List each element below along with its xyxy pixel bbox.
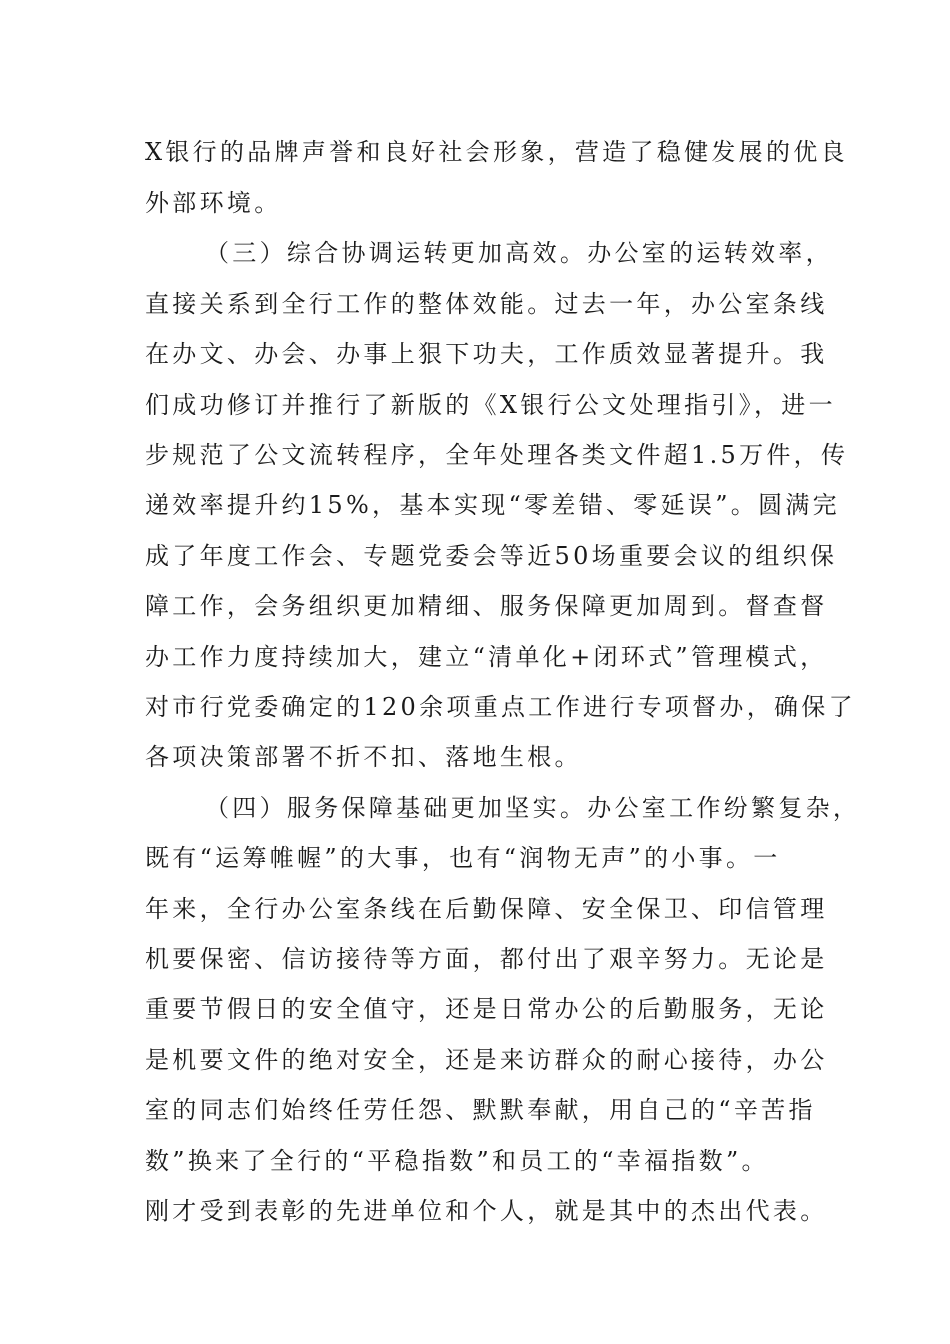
text-line: 是机要文件的绝对安全，还是来访群众的耐心接待，办公 <box>145 1046 828 1074</box>
text-line: 刚才受到表彰的先进单位和个人，就是其中的杰出代表。 <box>145 1197 828 1225</box>
text-line: 既有“运筹帷幄”的大事，也有“润物无声”的小事。一 <box>145 844 781 872</box>
text-line: 外部环境。 <box>145 189 282 217</box>
text-line: 成了年度工作会、专题党委会等近50场重要会议的组织保 <box>145 542 838 570</box>
text-line: 步规范了公文流转程序，全年处理各类文件超1.5万件，传 <box>145 441 849 469</box>
text-line: 直接关系到全行工作的整体效能。过去一年，办公室条线 <box>145 290 828 318</box>
text-line: 机要保密、信访接待等方面，都付出了艰辛努力。无论是 <box>145 945 828 973</box>
text-line: 各项决策部署不折不扣、落地生根。 <box>145 743 582 771</box>
text-line: 递效率提升约15%，基本实现“零差错、零延误”。圆满完 <box>145 491 840 519</box>
text-line: 们成功修订并推行了新版的《X银行公文处理指引》，进一 <box>145 391 836 419</box>
text-line: 办工作力度持续加大，建立“清单化+闭环式”管理模式， <box>145 643 828 671</box>
text-line: 数”换来了全行的“平稳指数”和员工的“幸福指数”。 <box>145 1147 769 1175</box>
text-line: 重要节假日的安全值守，还是日常办公的后勤服务，无论 <box>145 995 828 1023</box>
section-heading-line: （四）服务保障基础更加坚实。办公室工作纷繁复杂， <box>205 794 861 822</box>
section-heading-line: （三）综合协调运转更加高效。办公室的运转效率， <box>205 239 833 267</box>
text-line: 年来，全行办公室条线在后勤保障、安全保卫、印信管理 <box>145 895 828 923</box>
text-line: 室的同志们始终任劳任怨、默默奉献，用自己的“辛苦指 <box>145 1096 816 1124</box>
text-line: 障工作，会务组织更加精细、服务保障更加周到。督查督 <box>145 592 828 620</box>
text-line: 对市行党委确定的120余项重点工作进行专项督办，确保了 <box>145 693 856 721</box>
text-line: X银行的品牌声誉和良好社会形象，营造了稳健发展的优良 <box>145 138 848 166</box>
text-line: 在办文、办会、办事上狠下功夫，工作质效显著提升。我 <box>145 340 828 368</box>
